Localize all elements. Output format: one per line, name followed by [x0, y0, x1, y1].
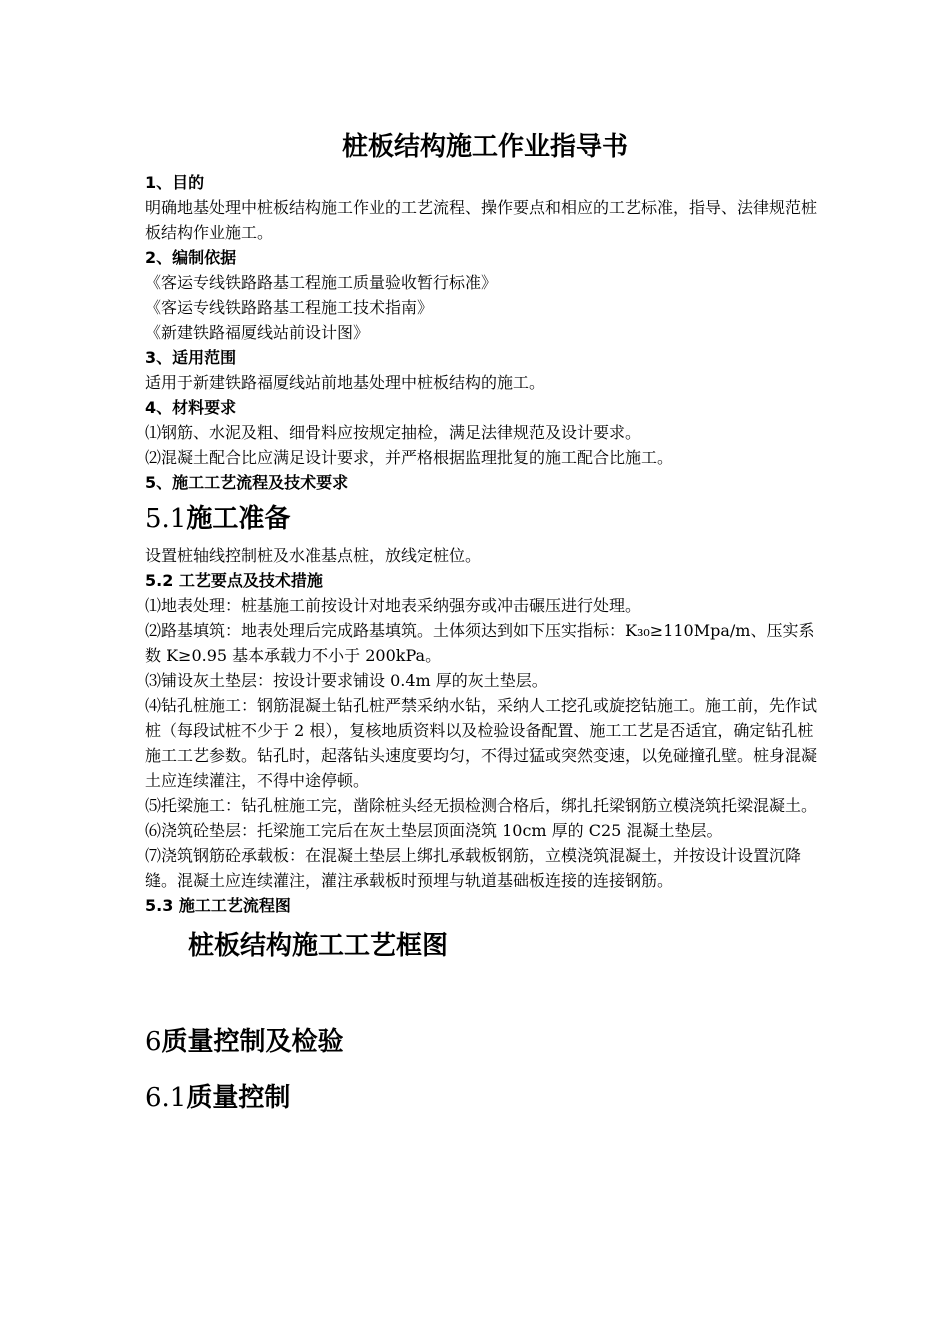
section-6-label: 质量控制及检验	[161, 1027, 344, 1057]
section-1-heading: 1、目的	[145, 173, 205, 192]
section-6-heading	[145, 1022, 825, 1062]
process-item: ⑹浇筑砼垫层：托梁施工完后在灰土垫层顶面浇筑 10cm 厚的 C25 混凝土垫层。	[145, 821, 723, 840]
reference-item: 《客运专线铁路路基工程施工技术指南》	[145, 298, 434, 317]
section-5-1-heading	[145, 499, 825, 539]
process-item: ⑴地表处理：桩基施工前按设计对地表采纳强夯或冲击碾压进行处理。	[145, 596, 642, 615]
section-1-text: 明确地基处理中桩板结构施工作业的工艺流程、操作要点和相应的工艺标准，指导、法律规范桩板结构作业施工。	[145, 198, 818, 242]
section-2-heading: 2、编制依据	[145, 248, 237, 267]
reference-item: 《客运专线铁路路基工程施工质量验收暂行标准》	[145, 273, 498, 292]
material-item: ⑴钢筋、水泥及粗、细骨料应按规定抽检，满足法律规范及设计要求。	[145, 423, 642, 442]
section-3-text: 适用于新建铁路福厦线站前地基处理中桩板结构的施工。	[145, 373, 546, 392]
reference-item: 《新建铁路福厦线站前设计图》	[145, 323, 370, 342]
process-item: ⑶铺设灰土垫层：按设计要求铺设 0.4m 厚的灰土垫层。	[145, 671, 548, 690]
section-5-1-number: 5.1	[145, 504, 187, 534]
process-item: ⑷钻孔桩施工：钢筋混凝土钻孔桩严禁采纳水钻，采纳人工挖孔或旋挖钻施工。施工前，先作试桩（每段试桩不少于 2 根），复核地质资料以及检验设备配置、施工工艺是否适宜，确定钻孔桩施工工艺参数。钻孔时，起落钻头速度要均匀，不得过猛或突然变速，以免碰撞孔壁。桩身混凝土应连续灌注，不得中途停顿。	[145, 696, 818, 790]
document-page	[145, 128, 825, 1118]
section-5-3-heading: 5.3 施工工艺流程图	[145, 896, 291, 915]
section-6-1-heading	[145, 1078, 825, 1118]
material-item: ⑵混凝土配合比应满足设计要求，并严格根据监理批复的施工配合比施工。	[145, 448, 674, 467]
section-6-1-number: 6.1	[145, 1083, 187, 1113]
process-item: ⑸托梁施工：钻孔桩施工完，凿除桩头经无损检测合格后，绑扎托梁钢筋立模浇筑托梁混凝土。	[145, 796, 818, 815]
section-5-2-heading: 5.2 工艺要点及技术措施	[145, 571, 323, 590]
flowchart-title: 桩板结构施工工艺框图	[188, 931, 449, 961]
document-title: 桩板结构施工作业指导书	[341, 132, 628, 162]
section-6-1-label: 质量控制	[186, 1083, 291, 1113]
section-5-heading: 5、施工工艺流程及技术要求	[145, 473, 349, 492]
section-4-heading: 4、材料要求	[145, 398, 237, 417]
process-item: ⑵路基填筑：地表处理后完成路基填筑。土体须达到如下压实指标：K₃₀≥110Mpa/m、压实系数 K≥0.95 基本承载力不小于 200kPa。	[145, 621, 815, 665]
section-5-1-label: 施工准备	[186, 504, 291, 534]
section-6-number: 6	[145, 1027, 162, 1057]
section-5-1-text: 设置桩轴线控制桩及水准基点桩，放线定桩位。	[145, 546, 482, 565]
section-3-heading: 3、适用范围	[145, 348, 237, 367]
process-item: ⑺浇筑钢筋砼承载板：在混凝土垫层上绑扎承载板钢筋，立模浇筑混凝土，并按设计设置沉降缝。混凝土应连续灌注，灌注承载板时预埋与轨道基础板连接的连接钢筋。	[145, 846, 802, 890]
